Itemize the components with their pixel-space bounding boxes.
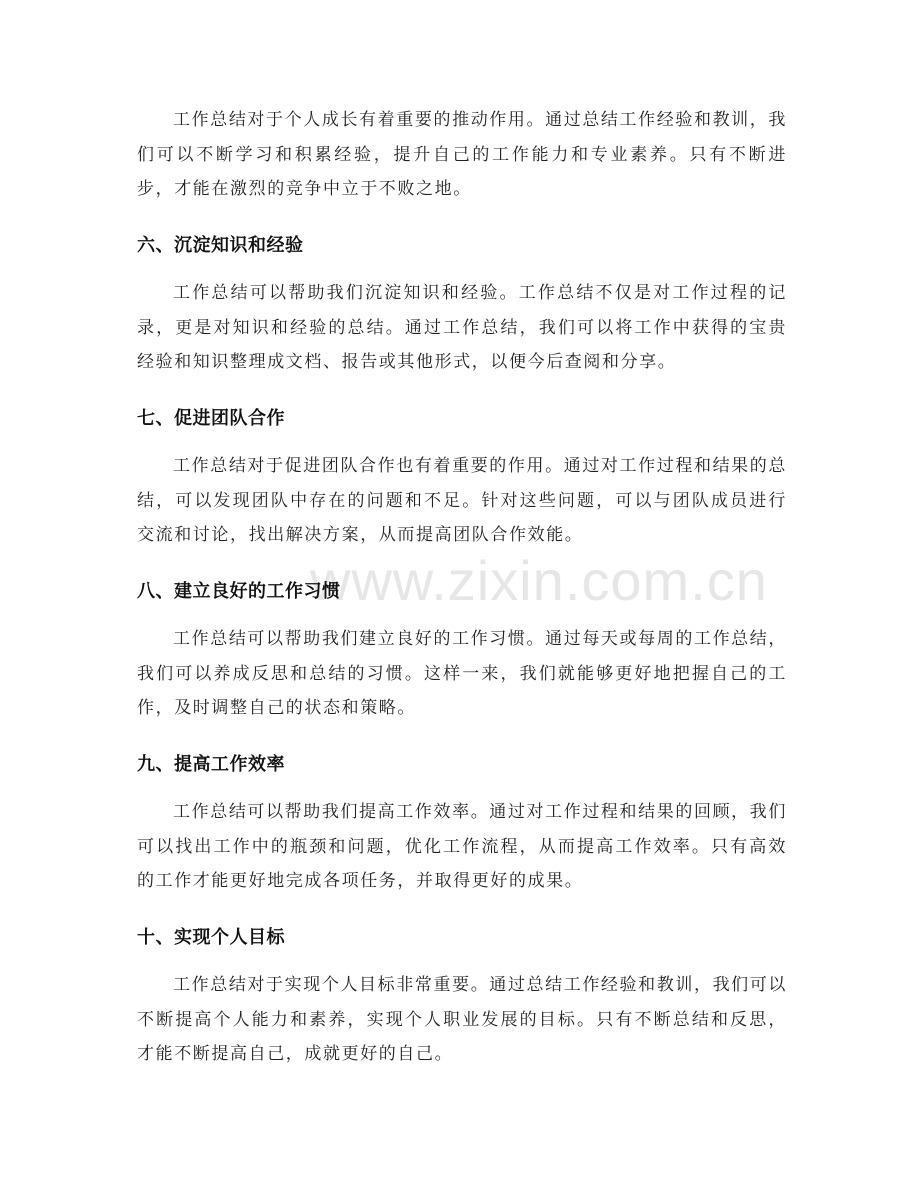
section-body-7: 工作总结对于促进团队合作也有着重要的作用。通过对工作过程和结果的总结，可以发现团队中存在的问题和不足。针对这些问题，可以与团队成员进行交流和讨论，找出解决方案，从而提高团队合作效能。	[137, 456, 787, 545]
section-heading-7: 七、促进团队合作	[137, 408, 285, 429]
watermark: www.zixin.com.cn	[310, 549, 768, 612]
section-heading-8: 八、建立良好的工作习惯	[137, 581, 341, 602]
section-body-8: 工作总结可以帮助我们建立良好的工作习惯。通过每天或每周的工作总结，我们可以养成反思和总结的习惯。这样一来，我们就能够更好地把握自己的工作，及时调整自己的状态和策略。	[137, 629, 787, 718]
section-body-9: 工作总结可以帮助我们提高工作效率。通过对工作过程和结果的回顾，我们可以找出工作中的瓶颈和问题，优化工作流程，从而提高工作效率。只有高效的工作才能更好地完成各项任务，并取得更好的成果。	[137, 802, 787, 891]
section-heading-6: 六、沉淀知识和经验	[137, 235, 304, 256]
section-heading-9: 九、提高工作效率	[137, 754, 285, 775]
section-heading-10: 十、实现个人目标	[137, 927, 285, 948]
section-body-10: 工作总结对于实现个人目标非常重要。通过总结工作经验和教训，我们可以不断提高个人能力和素养，实现个人职业发展的目标。只有不断总结和反思，才能不断提高自己，成就更好的自己。	[137, 975, 787, 1064]
intro-paragraph: 工作总结对于个人成长有着重要的推动作用。通过总结工作经验和教训，我们可以不断学习和积累经验，提升自己的工作能力和专业素养。只有不断进步，才能在激烈的竞争中立于不败之地。	[137, 110, 787, 199]
section-body-6: 工作总结可以帮助我们沉淀知识和经验。工作总结不仅是对工作过程的记录，更是对知识和经验的总结。通过工作总结，我们可以将工作中获得的宝贵经验和知识整理成文档、报告或其他形式，以便今后查阅和分享。	[137, 283, 787, 372]
